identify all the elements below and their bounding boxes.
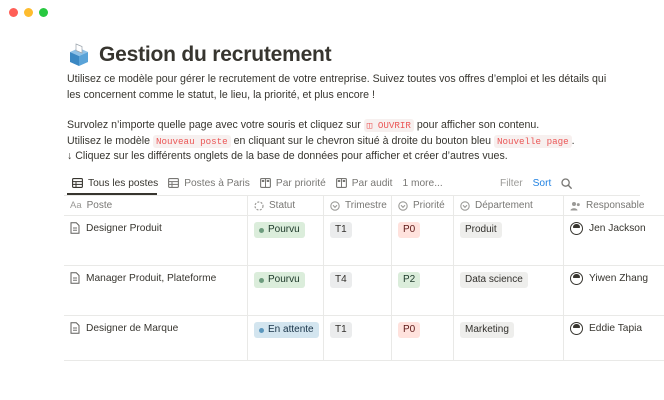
quarter-tag: T1 [330,322,352,338]
cell-priorite[interactable] [392,266,454,315]
tab-postes-a-paris[interactable] [163,172,255,194]
cell-trimestre[interactable] [324,316,392,360]
column-header-statut[interactable] [248,196,324,215]
column-label: Statut [269,200,296,211]
window-controls [9,8,48,17]
page-icon [70,222,80,234]
cell-poste[interactable] [64,216,248,265]
table-icon [72,178,83,188]
status-badge: Pourvu [254,272,305,288]
database-table [64,196,664,361]
new-post-code-chip: Nouveau poste [153,135,231,148]
description-line: Survolez n’importe quelle page avec votre souris et cliquez sur ◫ OUVRIR pour afficher son contenu. [67,119,540,131]
cell-priorite[interactable] [392,216,454,265]
avatar [570,272,583,285]
search-icon[interactable] [561,178,572,189]
tab-par-priorite[interactable] [255,172,331,194]
board-icon [260,178,271,188]
cell-poste[interactable] [64,316,248,360]
cell-statut[interactable] [248,266,324,315]
column-header-priorite[interactable] [392,196,454,215]
priority-tag: P2 [398,272,420,288]
status-badge: Pourvu [254,222,305,238]
table-row[interactable] [64,266,664,316]
close-window-button[interactable] [9,8,18,17]
post-title: Manager Produit, Plateforme [86,273,217,284]
column-label: Trimestre [345,200,387,211]
cell-departement[interactable] [454,216,564,265]
cell-statut[interactable] [248,316,324,360]
tab-label: Postes à Paris [184,177,250,189]
table-header [64,196,664,216]
cell-responsable[interactable] [564,316,664,360]
table-row[interactable] [64,316,664,361]
tab-tous-les-postes[interactable] [67,172,163,194]
priority-tag: P0 [398,222,420,238]
description-line: ↓ Cliquez sur les différents onglets de la base de données pour afficher et créer d’autres vues. [67,150,508,162]
cell-responsable[interactable] [564,266,664,315]
quarter-tag: T4 [330,272,352,288]
table-icon [168,178,179,188]
priority-tag: P0 [398,322,420,338]
tab-label: 1 more... [402,177,443,189]
column-header-trimestre[interactable] [324,196,392,215]
page-description [67,72,640,165]
tab-label: Tous les postes [88,177,159,189]
owner-name: Jen Jackson [589,223,646,234]
filter-button[interactable]: Filter [500,177,523,189]
description-line: Utilisez le modèle Nouveau poste en cliquant sur le chevron situé à droite du bouton bleu Nouvelle page . [67,134,575,147]
select-icon [330,201,340,211]
column-label: Poste [86,200,113,211]
post-title: Designer Produit [86,223,162,234]
maximize-window-button[interactable] [39,8,48,17]
cell-departement[interactable] [454,316,564,360]
description-line: les concernent comme le statut, le lieu, la priorité, et plus encore ! [67,88,375,101]
owner-name: Eddie Tapia [589,323,643,334]
cell-responsable[interactable] [564,216,664,265]
status-badge: En attente [254,322,319,338]
avatar [570,222,583,235]
department-tag: Produit [460,222,502,238]
person-icon [570,201,581,211]
avatar [570,322,583,335]
column-label: Priorité [413,200,445,211]
view-actions [500,172,572,194]
text-property-icon: Aa [70,200,82,211]
column-header-poste[interactable] [64,196,248,215]
tab-label: Par priorité [275,177,326,189]
quarter-tag: T1 [330,222,352,238]
select-icon [398,201,408,211]
page-title: Gestion du recrutement [99,43,332,66]
description-line: Utilisez ce modèle pour gérer le recrutement de votre entreprise. Suivez toutes vos offres d’emploi et les détails qui [67,73,607,85]
tab-par-audit[interactable] [331,172,398,194]
cell-statut[interactable] [248,216,324,265]
column-header-responsable[interactable] [564,196,664,215]
page-content [67,40,640,165]
column-label: Responsable [586,200,645,211]
cell-departement[interactable] [454,266,564,315]
sort-button[interactable]: Sort [532,177,552,189]
cell-trimestre[interactable] [324,216,392,265]
cell-priorite[interactable] [392,316,454,360]
owner-name: Yiwen Zhang [589,273,649,284]
column-header-departement[interactable] [454,196,564,215]
board-icon [336,178,347,188]
page-header [67,40,640,70]
tab-label: Par audit [351,177,393,189]
cell-poste[interactable] [64,266,248,315]
select-icon [460,201,470,211]
department-tag: Marketing [460,322,514,338]
column-label: Département [475,200,533,211]
page-icon [70,272,80,284]
cell-trimestre[interactable] [324,266,392,315]
ballot-box-icon[interactable] [67,43,91,67]
status-icon [254,201,264,211]
minimize-window-button[interactable] [24,8,33,17]
page-icon [70,322,80,334]
open-code-chip: ◫ OUVRIR [364,119,414,132]
department-tag: Data science [460,272,528,288]
tab-more-views[interactable] [398,172,448,194]
post-title: Designer de Marque [86,323,179,334]
new-page-code-chip: Nouvelle page [494,135,572,148]
table-row[interactable] [64,216,664,266]
